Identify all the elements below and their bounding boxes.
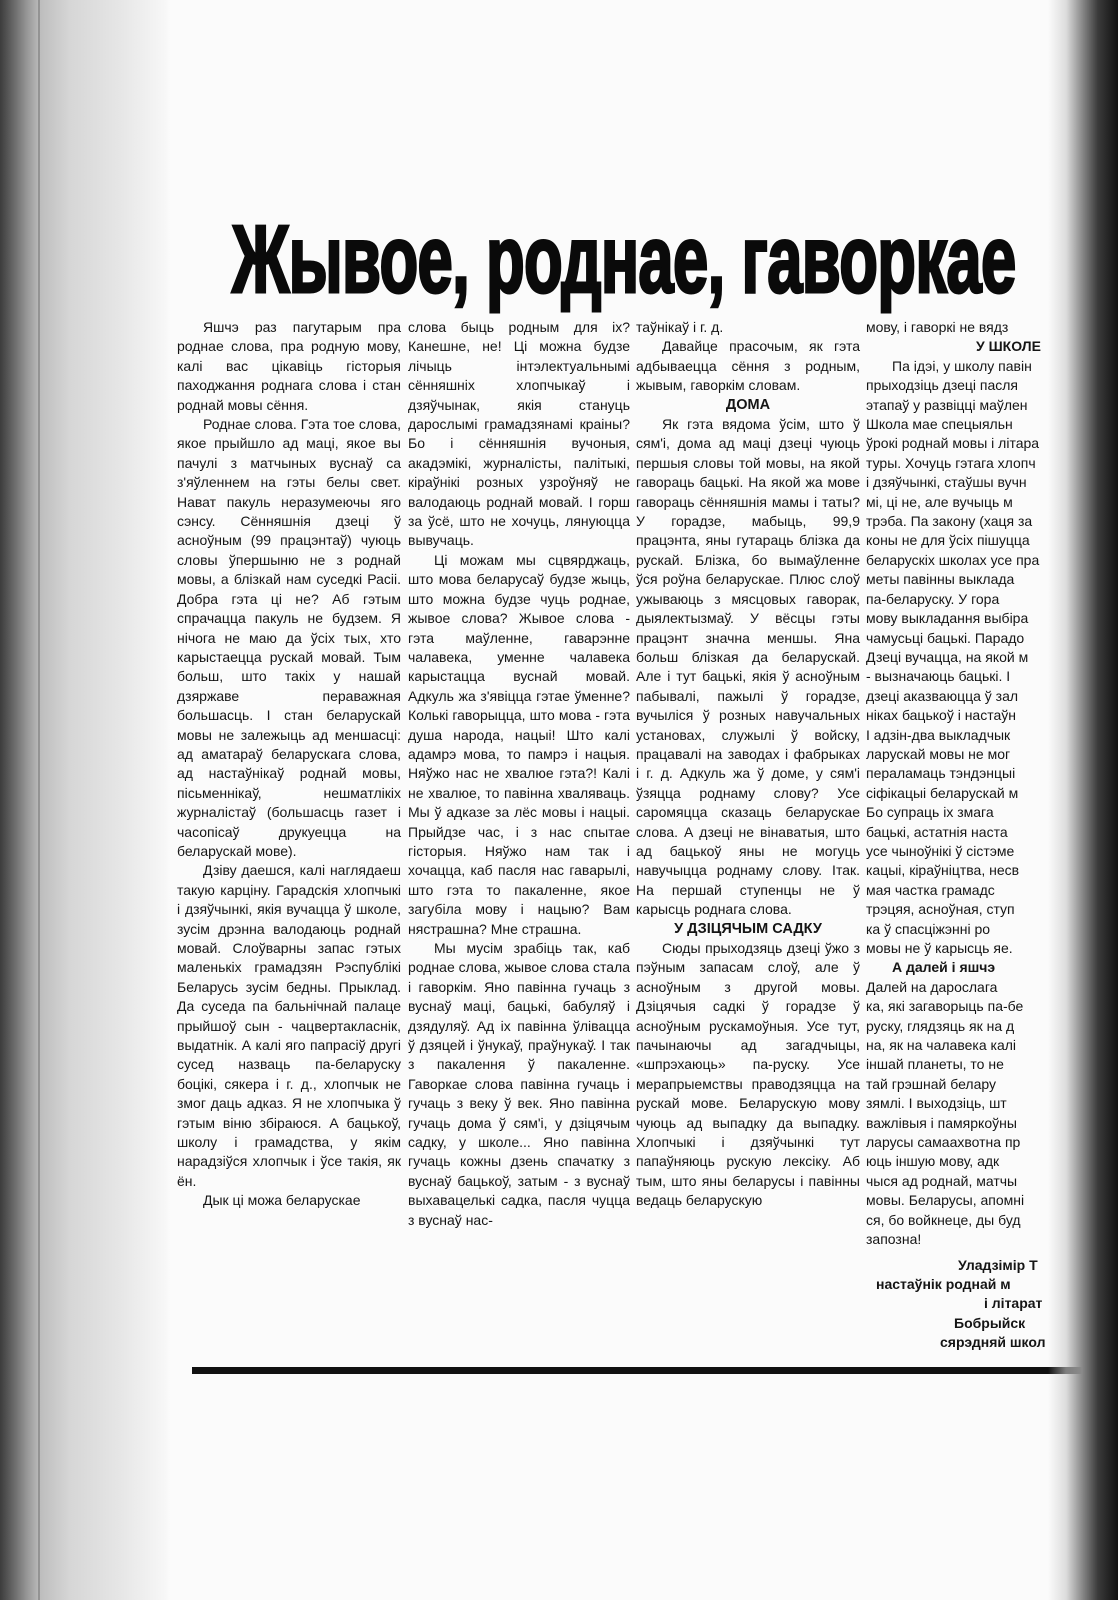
text-line: усе чыноўнікі ў сістэме	[866, 842, 1015, 859]
text-line: кацыі, кіраўніцтва, несв	[866, 862, 1020, 879]
article-column-3	[636, 318, 860, 1211]
text-line: ўрокі роднай мовы і літара	[866, 435, 1040, 452]
text-line: важлівыя і памяркоўны	[866, 1114, 1017, 1131]
text-line: прыходзіць дзеці пасля	[866, 377, 1019, 394]
author-school-cont: сярэдняй школ	[940, 1334, 1046, 1351]
text-line: запозна!	[866, 1231, 922, 1248]
text-line: мовы не ў карысць яе.	[866, 940, 1013, 956]
text-line: ларусы самаахвотна пр	[866, 1134, 1021, 1151]
text-line: Бо супраць іх змага	[866, 804, 994, 821]
text-line: А далей і яшчэ	[892, 959, 996, 976]
text-line: дзеці аказваюцца ў зал	[866, 687, 1019, 704]
text-line: па-беларуску. У гора	[866, 590, 1000, 607]
text-line: беларускіх школах усе пра	[866, 551, 1040, 568]
paragraph: Ці можам мы сцвярджаць, што мова беларусаў будзе жыць, што можна будзе чуць роднае, жывое слова? Жывое слова - гэта маўленне, гаварэнне чалавека, уменне чалавека карыстацца вуснай мовай. Адкуль жа з'явіцца гэтае ўменне? Колькі гаворыцца, што мова - гэта душа народа, нацыі! Што калі адамрэ мова, то памрэ і нацыя. Няўжо нас не хвалюе гэта?! Калі не хвалюе, то павінна хваляваць. Мы ў адказе за лёс мовы і нацыі. Прыйдзе час, і з нас спытае гісторыя. Няўжо нам так і хочацца, каб пасля нас гаварылі, што гэта то пакаленне, якое загубіла мову і нацыю? Вам нястрашна? Мне страшна.	[408, 551, 630, 937]
paragraph: таўнікаў і г. д.	[636, 319, 724, 335]
text-line: ларускай мовы не мог	[866, 745, 1011, 762]
text-line: ся, бо войкнеце, ды буд	[866, 1211, 1021, 1228]
article-bottom-rule	[192, 1367, 1092, 1374]
text-line: мову, і гаворкі не вядз	[866, 319, 1009, 335]
text-line: мовы. Беларусы, апомні	[866, 1192, 1025, 1209]
text-line: мая частка грамадс	[866, 881, 995, 898]
text-line: коны не для ўсіх пішуцца	[866, 532, 1030, 549]
text-line: руску, глядзяць як на д	[866, 1017, 1015, 1034]
article-column-4	[866, 318, 1106, 1353]
author-name: Уладзімір Т	[958, 1256, 1038, 1273]
section-heading: У ШКОЛЕ	[976, 338, 1041, 355]
author-position: настаўнік роднай м	[876, 1275, 1011, 1292]
text-line: ніках бацькоў і настаўн	[866, 707, 1016, 724]
section-heading: У ДЗІЦЯЧЫМ САДКУ	[674, 920, 822, 937]
text-line: іншай планеты, то не	[866, 1056, 1004, 1073]
text-line: трэба. Па закону (хаця за	[866, 513, 1033, 530]
article-column-1	[177, 318, 401, 1211]
text-line: І адзін-два выкладчык	[866, 726, 1011, 743]
text-line: Дзеці вучацца, на якой м	[866, 648, 1029, 665]
binding-fold-line	[38, 0, 40, 1600]
author-signature	[866, 1256, 1106, 1353]
text-line: чамусьці бацькі. Парадо	[866, 629, 1025, 646]
article-column-2	[408, 318, 630, 1230]
paragraph: Дзіву даешся, калі наглядаеш такую карціну. Гарадскія хлопчыкі і дзяўчынкі, якія вучацца ў школе, зусім дрэнна валодаюць роднай мовай. Слоўварны запас гэтых маленькіх грамадзян Рэспублікі Беларусь зусім бедны. Прыклад. Да суседа па бальнічнай палаце прыйшоў сын - чацвертакласнік, выдатнік. А калі яго папрасіў другі сусед назваць па-беларуску боцікі, сякера і г. д., хлопчык не змог даць адказ. Я не хлопчыка ў гэтым віню збіраюся. А бацькоў, школу і грамадства, у якім нарадзіўся хлопчык і ўсе такія, як ён.	[177, 862, 401, 1189]
text-line: чыся ад роднай, матчы	[866, 1172, 1018, 1189]
text-line: ка, які загаворыць па-бе	[866, 998, 1024, 1015]
text-line: этапаў у развіцці маўлен	[866, 396, 1028, 413]
text-line: бацькі, астатнія наста	[866, 823, 1008, 840]
text-line: ка ў спасціжэнні ро	[866, 920, 991, 937]
paragraph: Мы мусім зрабіць так, каб роднае слова, жывое слова стала і гаворкім. Яно павінна гучаць з вуснаў маці, бацькі, бабуляў і дзядуляў. Ад іх павінна ўлівацца ў дзяцей і ўнукаў, праўнукаў. І так з пакалення ў пакаленне. Гаворкае слова павінна гучаць і гучаць з веку ў век. Яно павінна гучаць дома ў сям'і, у дзіцячым садку, у школе... Яно павінна гучаць кожны дзень спачатку з вуснаў бацькоў, затым - з вуснаў выхавацелькі садка, пасля чуцца з вуснаў нас-	[408, 940, 630, 1228]
author-school: Бобрыйск	[954, 1314, 1026, 1331]
article-title: Жывое, роднае, гаворкае	[232, 206, 1016, 313]
paragraph: Роднае слова. Гэта тое слова, якое прыйшло ад маці, якое вы пачулі з матчыных вуснаў са з'яўленнем на гэты белы свет. Нават пакуль неразумеючы яго сэнсу. Сённяшнія дзеці ў асноўным (99 працэнтаў) чуюць словы ўпершыню не з роднай мовы, а блізкай нам суседкі Расіі. Добра гэта ці не? Аб гэтым спрачацца пакуль не будзем. Я нічога не маю да ўсіх тых, хто карыстаецца рускай мовай. Тым больш, што такіх у нашай дзяржаве пераважная большасць. І стан беларускай мовы не залежыць ад меншасці: ад аматараў беларускага слова, ад настаўнікаў роднай мовы, пісьменнікаў, нешматлікіх журналістаў (большасць газет і часопісаў друкуецца на беларускай мове).	[177, 416, 401, 859]
text-line: - вызначаюць бацькі. І	[866, 668, 1011, 685]
paragraph: Яшчэ раз пагутарым пра роднае слова, пра родную мову, калі вас цікавіць гісторыя паходжання роднага слова і стан роднай мовы сёння.	[177, 319, 401, 413]
text-line: зямлі. І выходзіць, шт	[866, 1095, 1007, 1112]
text-line: трэцяя, асноўная, ступ	[866, 901, 1015, 918]
text-line: мову выкладання выбіра	[866, 610, 1029, 627]
text-line: юць іншую мову, адк	[866, 1153, 1000, 1170]
text-line: тай грэшнай белару	[866, 1075, 997, 1092]
text-line: Школа мае спецыяльн	[866, 416, 1013, 433]
paragraph: Давайце прасочым, як гэта адбываецца сёння з родным, жывым, гаворкім словам.	[636, 338, 860, 394]
text-line: Па ідэі, у школу павін	[892, 357, 1032, 374]
paragraph: Як гэта вядома ўсім, што ў сям'і, дома ад маці дзеці чуюць першыя словы той мовы, на якой гавораць бацькі. На якой жа мове гавораць сённяшнія мамы і таты? У горадзе, мабыць, 99,9 працэнта, яны гутараць блізка да рускай. Блізка, бо вымаўленне ўся роўна беларускае. Плюс слоў ужываюць з мясцовых гаворак, дыялектызмаў. У вёсцы гэты працэнт значна меншы. Яна больш блізкая да беларускай. Але і тут бацькі, якія ў асноўным пабывалі, пажылі ў горадзе, вучыліся ў розных навучальных установах, служылі ў войску, працавалі на заводах і фабрыках і г. д. Адкуль жа ў доме, у сям'і ўзяцца роднаму слову? Усе саромяцца сказаць беларускае слова. А дзеці не вінаватыя, што ад бацькоў яны не могуць навучыцца роднаму слову. Ітак. На першай ступенцы не ў карысць роднага слова.	[636, 416, 860, 918]
scan-binding-edge	[0, 0, 170, 1600]
text-line: пераламаць тэндэнцыі	[866, 765, 1016, 782]
text-line: мі, ці не, але вучыць м	[866, 493, 1013, 510]
paragraph: Дык ці можа беларускае	[203, 1192, 361, 1209]
text-line: і дзяўчынкі, стаўшы вучн	[866, 474, 1027, 491]
text-line: меты павінны выклада	[866, 571, 1015, 588]
author-position-cont: і літарат	[984, 1295, 1043, 1312]
text-line: туры. Хочуць гэтага хлопч	[866, 454, 1036, 471]
text-line: сіфікацыі беларускай м	[866, 784, 1019, 801]
paragraph: слова быць родным для іх? Канешне, не! Ці можна будзе лічыць інтэлектуальнымі сённяшніх хлопчыкаў і дзяўчынак, якія стануць дарослымі грамадзянамі краіны? Бо і сённяшнія вучоныя, акадэмікі, журналісты, палітыкі, кіраўнікі розных узроўняў не валодаюць роднай мовай. І горш за ўсё, што не хочуць, лянуюцца вывучаць.	[408, 319, 630, 549]
paragraph: Сюды прыходзяць дзеці ўжо з пэўным запасам слоў, але ў асноўным з другой мовы. Дзіцячыя садкі ў горадзе ў асноўным рускамоўныя. Усе тут, пачынаючы ад загадчыцы, «шпрэхаюць» па-руску. Усе мерапрыемствы праводзяцца на рускай мове. Беларускую мову чуюць ад выпадку да выпадку. Хлопчыкі і дзяўчынкі тут папаўняюць рускую лексіку. Аб тым, што яны беларусы і павінны ведаць беларускую	[636, 940, 860, 1209]
column-4-text	[866, 318, 1106, 1250]
section-heading: ДОМА	[725, 396, 771, 413]
text-line: Далей на дарослага	[866, 978, 998, 995]
text-line: на, як на чалавека калі	[866, 1037, 1017, 1054]
